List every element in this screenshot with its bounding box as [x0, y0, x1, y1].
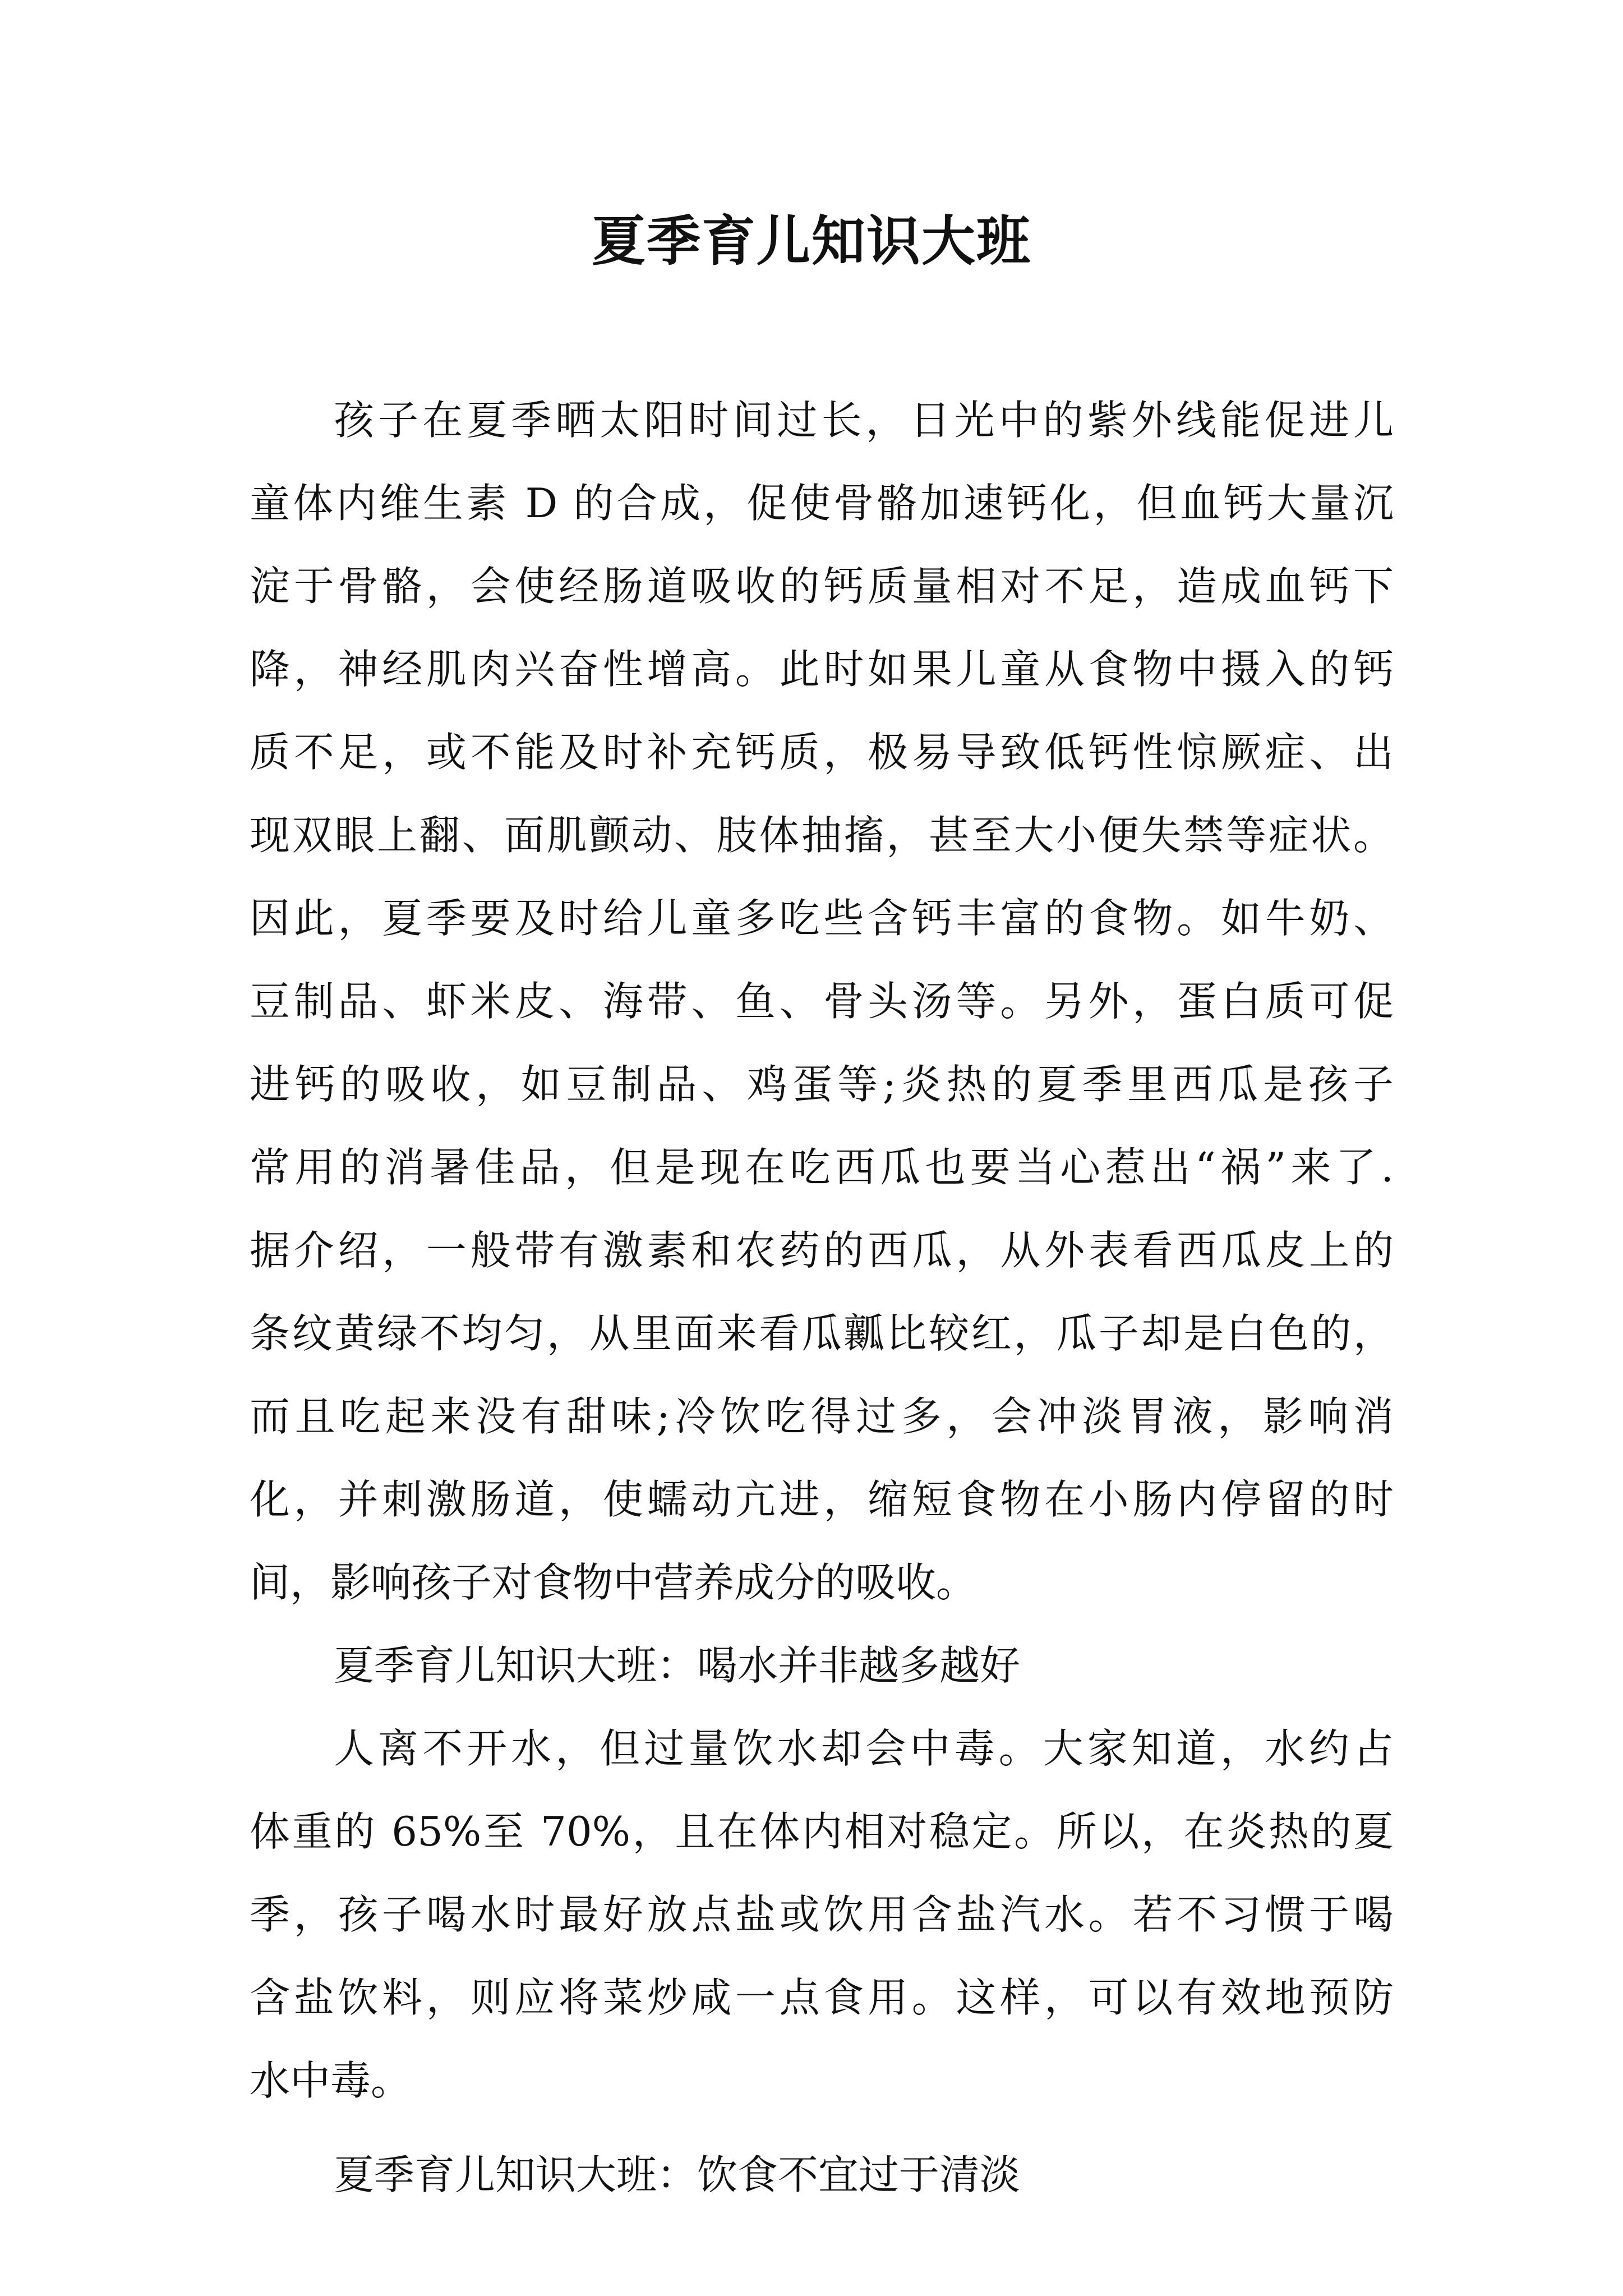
paragraph-1-line: 而且吃起来没有甜味;冷饮吃得过多，会冲淡胃液，影响消 [250, 1393, 1394, 1440]
paragraph-1-line: 进钙的吸收，如豆制品、鸡蛋等;炎热的夏季里西瓜是孩子 [250, 1061, 1394, 1108]
paragraph-2-line: 人离不开水，但过量饮水却会中毒。大家知道，水约占 [334, 1725, 1394, 1772]
paragraph-1-line: 豆制品、虾米皮、海带、鱼、骨头汤等。另外，蛋白质可促 [250, 978, 1394, 1025]
paragraph-1-line: 间，影响孩子对食物中营养成分的吸收。 [250, 1559, 977, 1606]
paragraph-1-line: 化，并刺激肠道，使蠕动亢进，缩短食物在小肠内停留的时 [250, 1476, 1394, 1523]
subheading: 夏季育儿知识大班：喝水并非越多越好 [334, 1642, 1021, 1689]
paragraph-1-line: 质不足，或不能及时补充钙质，极易导致低钙性惊厥症、出 [250, 729, 1394, 776]
paragraph-2-line: 体重的 65%至 70%，且在体内相对稳定。所以，在炎热的夏 [250, 1808, 1394, 1855]
paragraph-1-line: 现双眼上翻、面肌颤动、肢体抽搐，甚至大小便失禁等症状。 [250, 812, 1394, 859]
paragraph-2-line: 季，孩子喝水时最好放点盐或饮用含盐汽水。若不习惯于喝 [250, 1891, 1394, 1938]
paragraph-1-line: 条纹黄绿不均匀，从里面来看瓜瓤比较红，瓜子却是白色的， [250, 1310, 1394, 1357]
document-title: 夏季育儿知识大班 [592, 210, 1031, 273]
subheading: 夏季育儿知识大班：饮食不宜过于清淡 [334, 2151, 1021, 2198]
paragraph-1-line: 孩子在夏季晒太阳时间过长，日光中的紫外线能促进儿 [334, 397, 1394, 444]
paragraph-2-line: 含盐饮料，则应将菜炒咸一点食用。这样，可以有效地预防 [250, 1974, 1394, 2021]
paragraph-1-line: 降，神经肌肉兴奋性增高。此时如果儿童从食物中摄入的钙 [250, 646, 1394, 693]
paragraph-1-line: 常用的消暑佳品，但是现在吃西瓜也要当心惹出“祸”来了. [250, 1144, 1394, 1191]
paragraph-1-line: 童体内维生素 D 的合成，促使骨骼加速钙化，但血钙大量沉 [250, 480, 1394, 527]
paragraph-1-line: 因此，夏季要及时给儿童多吃些含钙丰富的食物。如牛奶、 [250, 895, 1394, 942]
paragraph-1-line: 淀于骨骼，会使经肠道吸收的钙质量相对不足，造成血钙下 [250, 563, 1394, 610]
paragraph-1-line: 据介绍，一般带有激素和农药的西瓜，从外表看西瓜皮上的 [250, 1227, 1394, 1274]
paragraph-2-line: 水中毒。 [250, 2057, 412, 2104]
